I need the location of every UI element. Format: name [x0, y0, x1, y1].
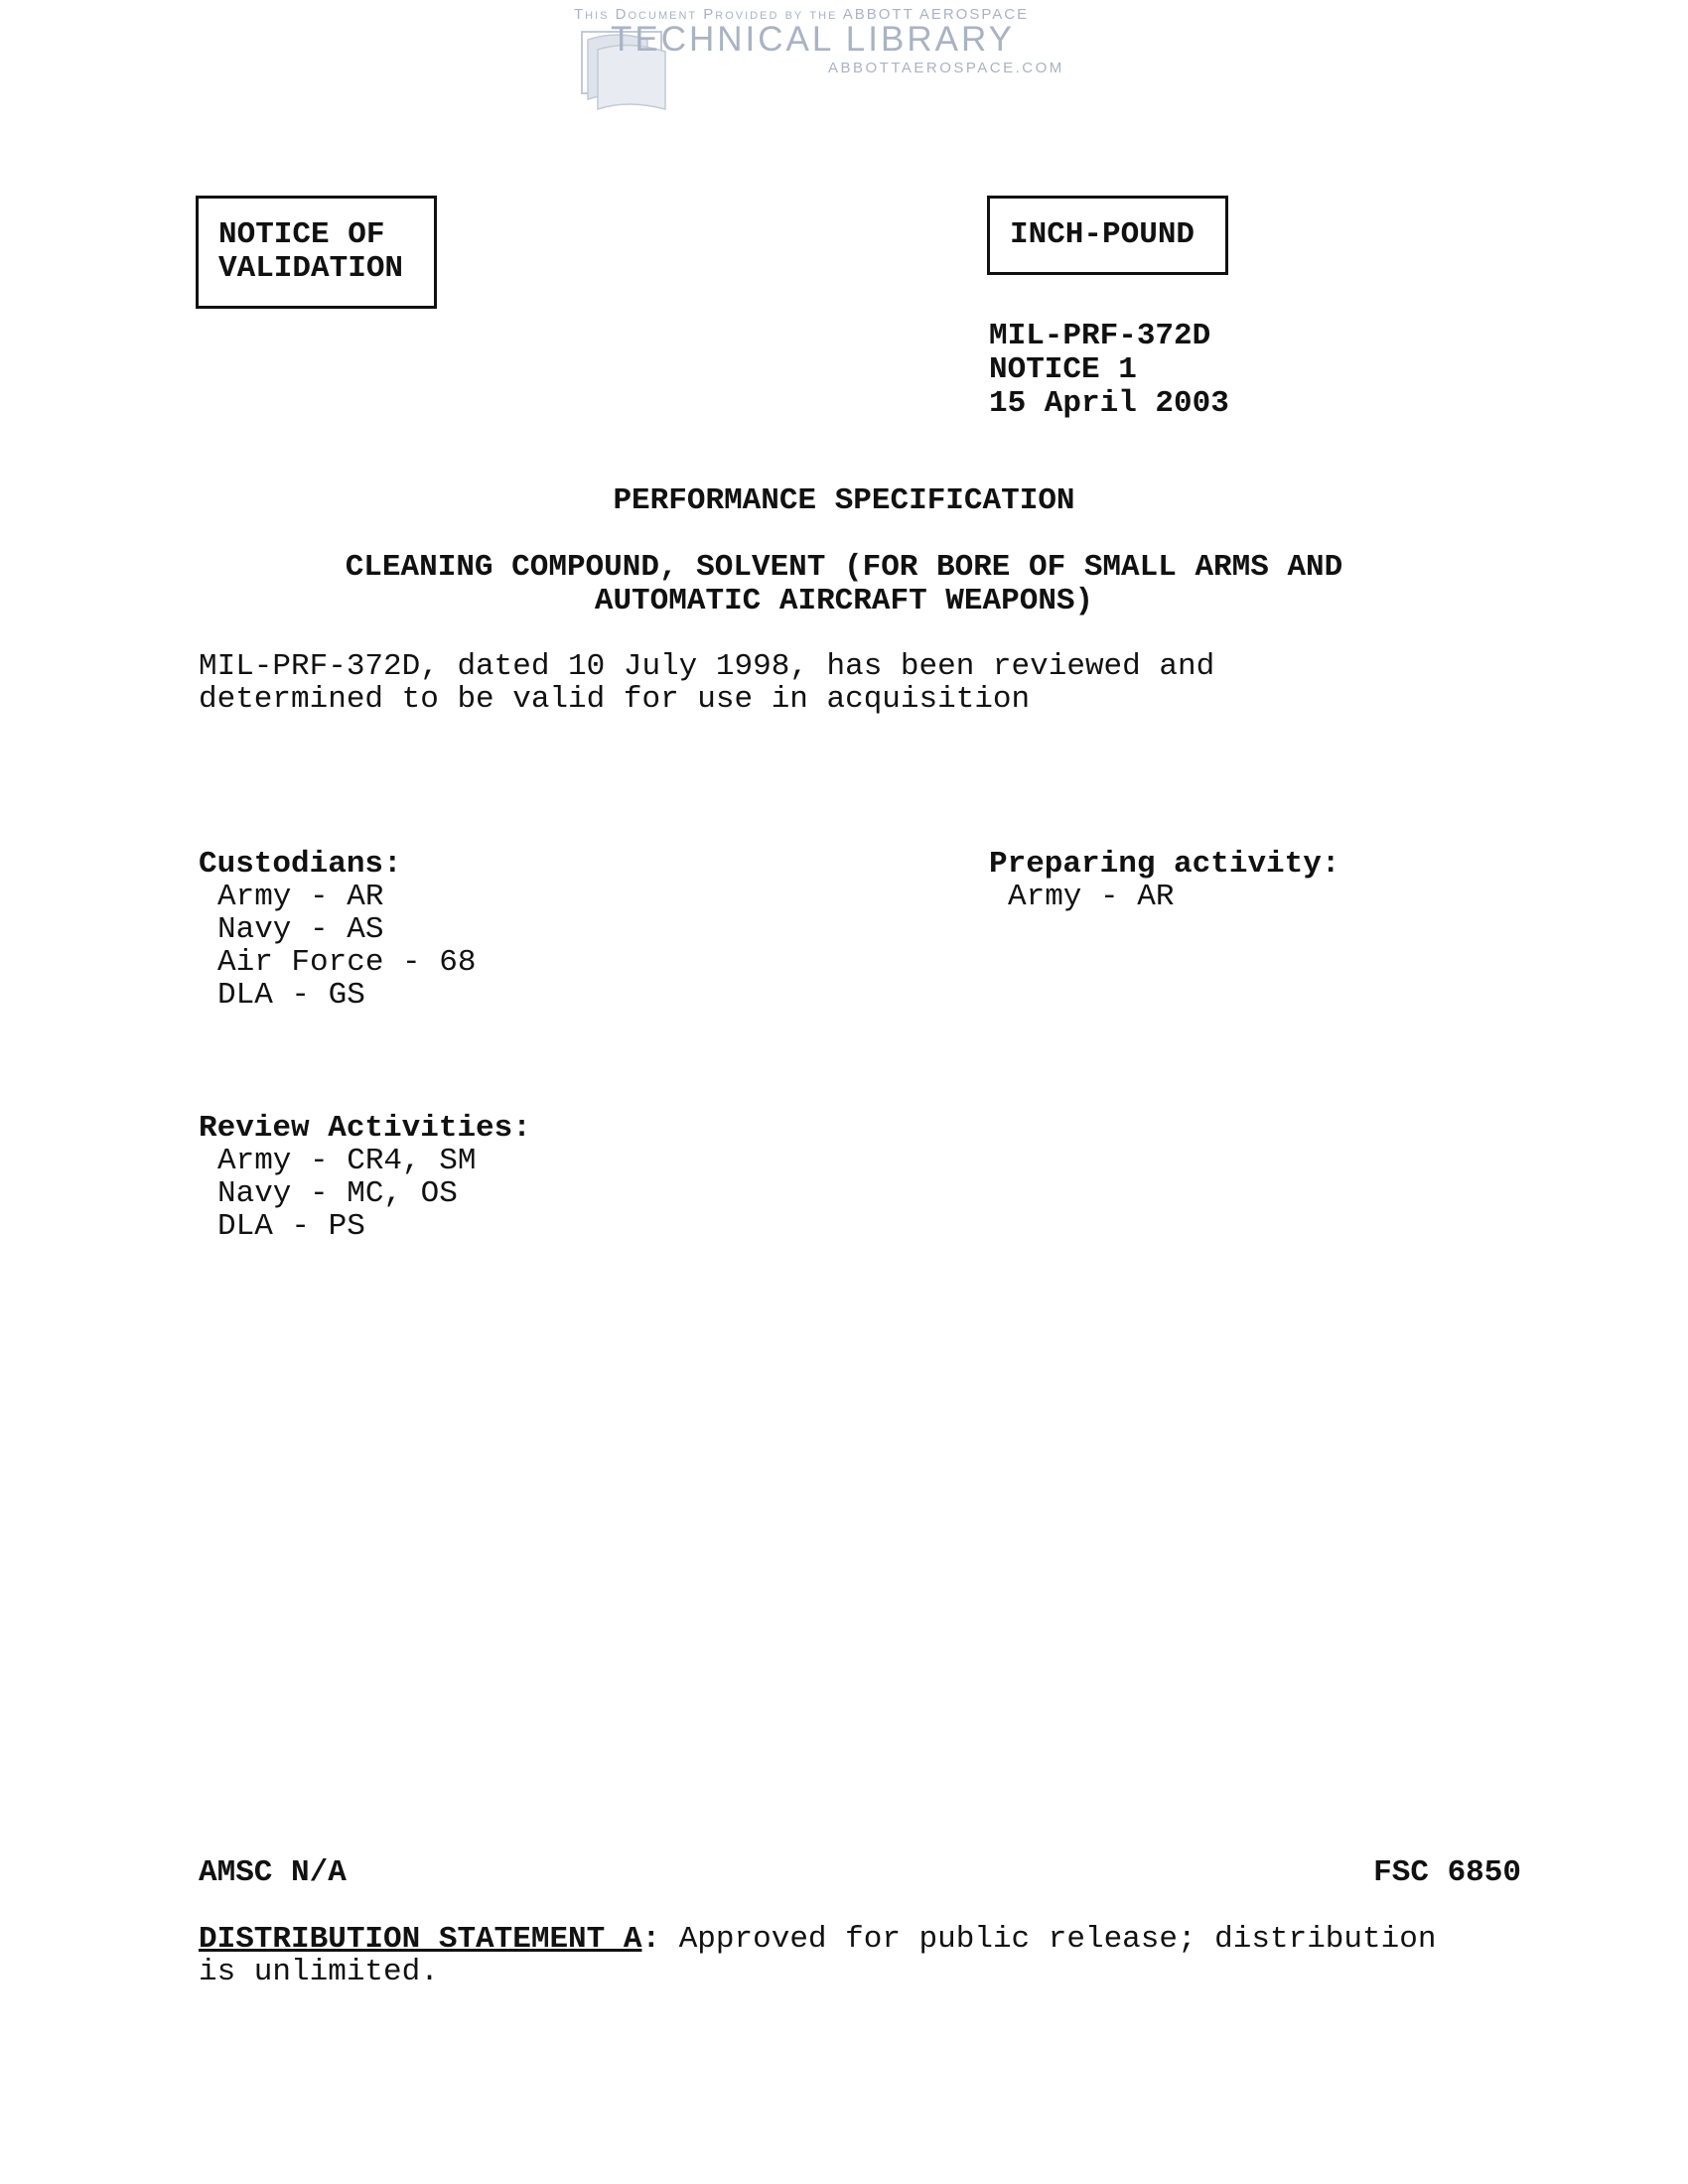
doc-number: MIL-PRF-372D — [989, 319, 1211, 353]
distribution-text-line-1: Approved for public release; distribution — [660, 1922, 1437, 1957]
review-activity-item: DLA - PS — [217, 1209, 365, 1244]
fsc-code: FSC 6850 — [1373, 1855, 1521, 1890]
preparing-activity-item: Army - AR — [1008, 880, 1175, 914]
review-activity-item: Navy - MC, OS — [217, 1176, 458, 1211]
amsc-code: AMSC N/A — [199, 1855, 347, 1890]
review-activity-item: Army - CR4, SM — [217, 1144, 477, 1178]
custodians-heading: Custodians: — [199, 847, 402, 882]
inch-pound-box — [987, 196, 1228, 275]
watermark-logo — [556, 4, 1112, 115]
validation-statement — [199, 650, 1529, 716]
watermark-url: ABBOTTAEROSPACE.COM — [828, 60, 1064, 76]
watermark-library-title: TECHNICAL LIBRARY — [611, 20, 1015, 59]
distribution-colon: : — [641, 1922, 661, 1957]
notice-box-line1: NOTICE OF — [218, 217, 385, 252]
custodian-item: Navy - AS — [217, 912, 384, 947]
custodian-item: Army - AR — [217, 880, 384, 914]
inch-pound-label: INCH-POUND — [1010, 217, 1196, 252]
preparing-activity-heading: Preparing activity: — [989, 847, 1340, 882]
distribution-label: DISTRIBUTION STATEMENT A — [199, 1922, 642, 1957]
specification-type-title: PERFORMANCE SPECIFICATION — [613, 483, 1075, 518]
notice-number: NOTICE 1 — [989, 352, 1137, 387]
distribution-statement — [199, 1923, 1529, 1988]
review-activities-heading: Review Activities: — [199, 1111, 531, 1146]
custodian-item: Air Force - 68 — [217, 945, 477, 980]
notice-of-validation-box — [196, 196, 437, 309]
custodians-section — [199, 848, 476, 1012]
document-identifier — [989, 320, 1229, 421]
preparing-activity-section — [989, 848, 1339, 913]
specification-subject — [199, 551, 1489, 618]
distribution-text-line-2: is unlimited. — [199, 1955, 439, 1989]
subject-line-1: CLEANING COMPOUND, SOLVENT (FOR BORE OF SMALL ARMS AND — [345, 550, 1343, 585]
validation-line-2: determined to be valid for use in acquisition — [199, 682, 1031, 717]
notice-box-line2: VALIDATION — [218, 251, 404, 286]
watermark-provider-text: This Document Provided by the ABBOTT AEROSPACE — [574, 6, 1030, 23]
custodian-item: DLA - GS — [217, 978, 365, 1013]
validation-line-1: MIL-PRF-372D, dated 10 July 1998, has been reviewed and — [199, 649, 1215, 684]
review-activities-section — [199, 1112, 531, 1243]
subject-line-2: AUTOMATIC AIRCRAFT WEAPONS) — [594, 584, 1094, 618]
doc-date: 15 April 2003 — [989, 386, 1229, 421]
